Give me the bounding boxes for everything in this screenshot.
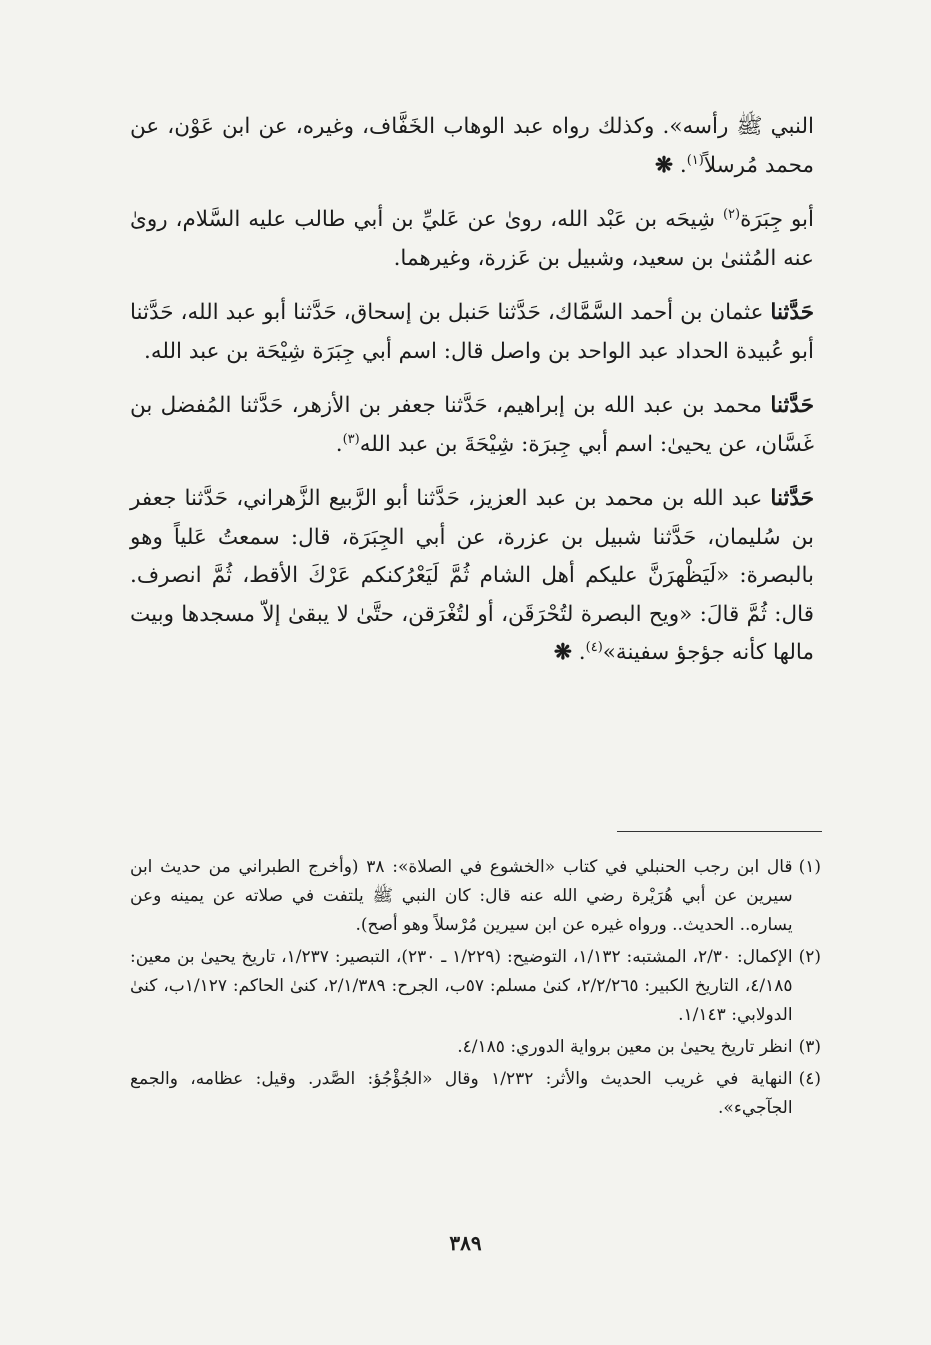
footnote-number: (١) xyxy=(798,857,821,877)
paragraph-text: عبد الله بن محمد بن عبد العزيز، حَدَّثنا أبو الرَّبيع الزَّهراني، حَدَّثنا جعفر بن سُليمان، حَدَّثنا شبيل بن عزرة، عن أبي الجِبَرَة، قال: سمعتُ عَلياً وهو بالبصرة: «لَيَظْهرَنَّ عليكم أهل الشام ثُمَّ لَيَعْرُكنكم عَرْكَ الأقط، ثُمَّ انصرف. قال: ثُمَّ قالَ: «ويح البصرة لتُحْرَقَن، أو لتُغْرَقن، حتَّىٰ لا يبقىٰ إلاّ مسجدها وبيت مالها كأنه جؤجؤ سفينة» xyxy=(130,486,814,665)
footnote-3 xyxy=(130,1033,821,1062)
footnote-number: (٤) xyxy=(798,1069,821,1089)
page-number: ٣٨٩ xyxy=(449,1231,482,1255)
star-icon: ❋ xyxy=(553,640,572,665)
footnote-number: (٣) xyxy=(798,1037,821,1057)
footnote-text: الإكمال: ٢/٣٠، المشتبه: ١/١٣٢، التوضيح: (١/٢٢٩ ـ ٢٣٠)، التبصير: ١/٢٣٧، تاريخ يحيىٰ بن معين: ٤/١٨٥، التاريخ الكبير: ٢/٢/٢٦٥، كنىٰ مسلم: ٥٧ب، الجرح: ٢/١/٣٨٩، كنىٰ الحاكم: ١/١٢٧ب، كنىٰ الدولابي: ١/١٤٣. xyxy=(130,947,793,1025)
footnote-4 xyxy=(130,1065,821,1123)
paragraph-text: النبي ﷺ رأسه». وكذلك رواه عبد الوهاب الخَفَّاف، وغيره، عن ابن عَوْن، عن محمد مُرسلاً xyxy=(130,114,814,178)
footnote-text: النهاية في غريب الحديث والأثر: ١/٢٣٢ وقال «الجُؤْجُؤ: الصَّدر. وقيل: عظامه، والجمع الجآجيء». xyxy=(130,1069,793,1118)
footnote-text: انظر تاريخ يحيىٰ بن معين برواية الدوري: ٤/١٨٥. xyxy=(457,1037,793,1057)
main-text xyxy=(130,108,814,687)
paragraph-text: أبو جِبَرَة xyxy=(740,207,815,232)
paragraph-lead: حَدَّثنا xyxy=(770,486,814,511)
paragraph-after: . xyxy=(578,640,586,665)
footnote-ref-1: (١) xyxy=(686,152,704,168)
paragraph-2 xyxy=(130,201,814,278)
footnote-ref-4: (٤) xyxy=(585,639,603,655)
footnote-number: (٢) xyxy=(798,947,821,967)
paragraph-4 xyxy=(130,387,814,464)
paragraph-5 xyxy=(130,480,814,673)
footnote-1 xyxy=(130,853,821,940)
paragraph-3 xyxy=(130,294,814,371)
footnote-ref-2: (٢) xyxy=(722,206,741,222)
paragraph-lead: حَدَّثنا xyxy=(770,393,814,418)
footnote-ref-3: (٣) xyxy=(342,431,360,447)
paragraph-lead: حَدَّثنا xyxy=(770,300,814,325)
star-icon: ❋ xyxy=(654,152,673,178)
paragraph-after: . xyxy=(679,152,687,178)
footnote-divider xyxy=(617,831,822,832)
footnote-text: قال ابن رجب الحنبلي في كتاب «الخشوع في الصلاة»: ٣٨ (وأخرج الطبراني من حديث ابن سيرين عن أبي هُرَيْرة رضي الله عنه قال: كان النبي ﷺ يلتفت في صلاته عن يمينه وعن يساره.. الحديث.. ورواه غيره عن ابن سيرين مُرْسلاً وهو أصح). xyxy=(130,857,793,935)
footnote-2 xyxy=(130,943,821,1030)
paragraph-1 xyxy=(130,108,814,185)
paragraph-after: . xyxy=(335,431,343,457)
footnotes xyxy=(130,853,821,1126)
paragraph-text: عثمان بن أحمد السَّمَّاك، حَدَّثنا حَنبل بن إسحاق، حَدَّثنا أبو عبد الله، حَدَّثنا أبو عُبيدة الحداد عبد الواحد بن واصل قال: اسم أبي جِبَرَة شِيْحَة بن عبد الله. xyxy=(130,300,814,364)
paragraph-text: محمد بن عبد الله بن إبراهيم، حَدَّثنا جعفر بن الأزهر، حَدَّثنا المُفضل بن غَسَّان، عن يحيىٰ: اسم أبي جِبرَة: شِيْحَةَ بن عبد الله xyxy=(130,393,814,457)
paragraph-after: شِيحَه بن عَبْد الله، روىٰ عن عَليِّ بن أبي طالب عليه السَّلام، روىٰ عنه المُثنىٰ بن سعيد، وشبيل بن عَزرة، وغيرهما. xyxy=(130,207,814,271)
